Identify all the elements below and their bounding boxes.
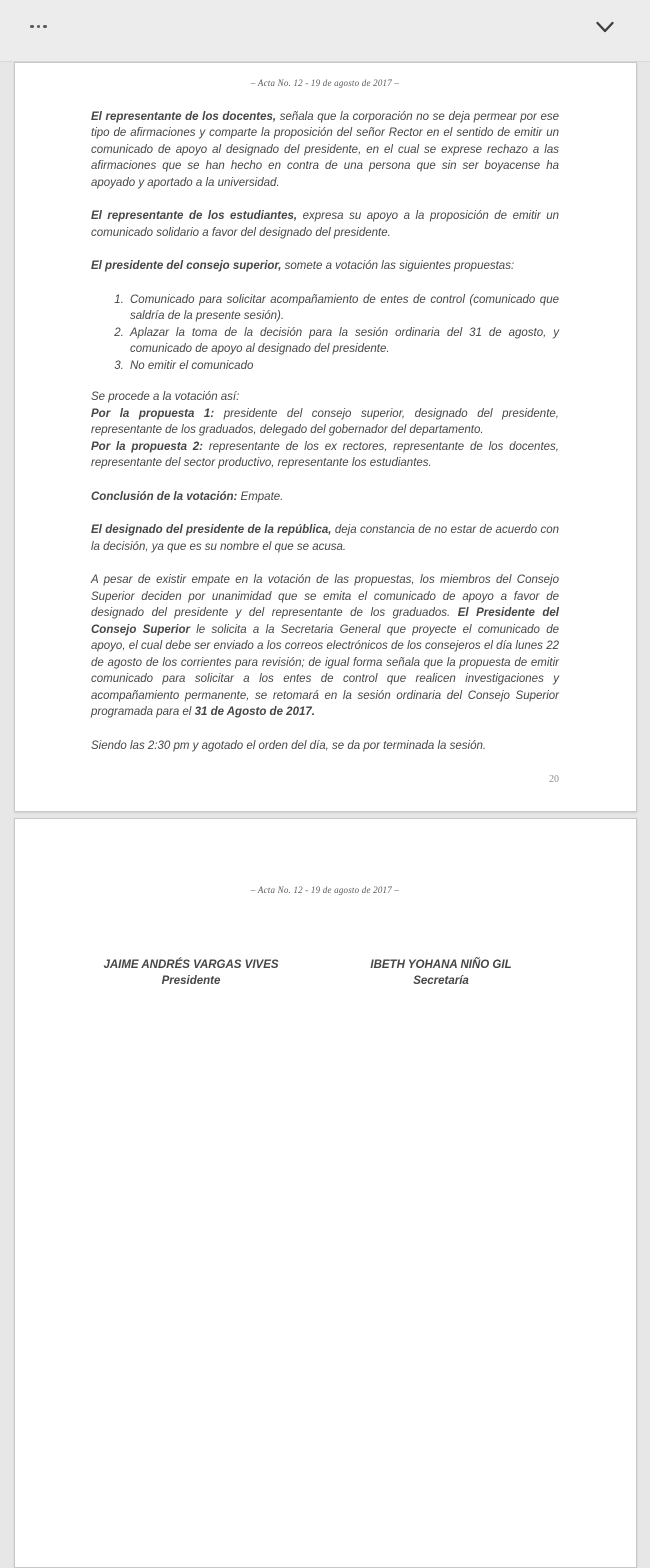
paragraph-final [91, 572, 559, 721]
paragraph-lead: El presidente del consejo superior, [91, 260, 282, 272]
signature-name: JAIME ANDRÉS VARGAS VIVES [103, 958, 279, 971]
pdf-viewer-toolbar [0, 0, 650, 62]
signature-row [91, 957, 559, 990]
paragraph-text: presidente del consejo superior, designado del presidente, representante de los graduados, delegado del gobernador del departamento. [91, 407, 559, 436]
paragraph-text: representante de los ex rectores, representante de los docentes, representante del sector productivo, representante los estudiantes. [91, 440, 559, 469]
voting-prop2 [91, 439, 559, 472]
page-number: 20 [549, 774, 559, 785]
paragraph-lead: El representante de los docentes, [91, 110, 277, 123]
paragraph-bold-text: El Presidente del Consejo Superior [91, 607, 559, 636]
paragraph-conclusion [91, 489, 559, 506]
paragraph-lead: El designado del presidente de la república, [91, 524, 332, 536]
list-item: 3. No emitir el comunicado [127, 358, 559, 375]
signature-title: Secretaría [413, 975, 469, 987]
dot [43, 25, 47, 29]
signature-president [91, 957, 291, 990]
list-item: 1. Comunicado para solicitar acompañamiento de entes de control (comunicado que saldría de la presente sesión). [127, 292, 559, 325]
paragraph-text: somete a votación las siguientes propuestas: [284, 260, 515, 272]
paragraph-lead: El representante de los estudiantes, [91, 210, 298, 222]
paragraph-cierre: Siendo las 2:30 pm y agotado el orden del día, se da por terminada la sesión. [91, 739, 487, 752]
paragraph-designado [91, 522, 559, 555]
paragraph-text: expresa su apoyo a la proposición de emitir un comunicado solidario a favor del designado del presidente. [91, 210, 559, 239]
signature-title: Presidente [161, 975, 221, 987]
signature-secretary [341, 957, 541, 990]
chevron-down-icon[interactable] [593, 16, 617, 38]
paragraph-text: A pesar de existir empate en la votación de las propuestas, los miembros del Consejo Superior deciden por unanimidad que se emita el comunicado de apoyo a favor de designado del presidente y del representante de los graduados. [91, 574, 559, 619]
proposals-list [91, 292, 559, 375]
paragraph-text: le solicita a la Secretaria General que proyecte el comunicado de apoyo, el cual debe ser enviado a los correos electrónicos de los consejeros el día lunes 22 de agosto de los corrientes para revisión; de igual forma señala que la propuesta de emitir comunicado para solicitar a los entes de control que realicen investigaciones y acompañamiento permanente, se retomará en la sesión ordinaria del Consejo Superior programada para el [91, 623, 559, 718]
more-options-icon[interactable] [28, 19, 49, 35]
document-viewer[interactable] [0, 62, 650, 1568]
dot [37, 25, 41, 29]
paragraph-docentes [91, 109, 559, 192]
paragraph-text: deja constancia de no estar de acuerdo con la decisión, ya que es su nombre el que se acusa. [91, 524, 559, 553]
paragraph-text: señala que la corporación no se deja permear por ese tipo de afirmaciones y comparte la proposición del señor Rector en el sentido de emitir un comunicado de apoyo al designado del presidente, en el cual se exprese rechazo a las afirmaciones que se han hecho en contra de una persona que sin ser boyacense ha apoyado y aportado a la universidad. [91, 110, 559, 189]
document-page-2 [14, 818, 637, 1568]
paragraph-lead: Por la propuesta 2: [91, 440, 204, 453]
list-item: 2. Aplazar la toma de la decisión para la sesión ordinaria del 31 de agosto, y comunicado de apoyo al designado del presidente. [127, 325, 559, 358]
paragraph-estudiantes [91, 208, 559, 241]
paragraph-lead: Conclusión de la votación: [91, 490, 238, 503]
signature-name: IBETH YOHANA NIÑO GIL [370, 958, 512, 971]
document-page-1 [14, 62, 637, 812]
voting-prop1 [91, 406, 559, 439]
page-header: – Acta No. 12 - 19 de agosto de 2017 – [250, 885, 400, 895]
voting-intro: Se procede a la votación así: [91, 391, 240, 403]
paragraph-lead: Por la propuesta 1: [91, 407, 215, 420]
paragraph-presidente [91, 258, 559, 275]
dot [30, 25, 34, 29]
paragraph-text: Empate. [240, 490, 284, 503]
voting-block [91, 389, 559, 472]
page-header: – Acta No. 12 - 19 de agosto de 2017 – [250, 78, 400, 88]
paragraph-bold-text: 31 de Agosto de 2017. [194, 706, 315, 718]
